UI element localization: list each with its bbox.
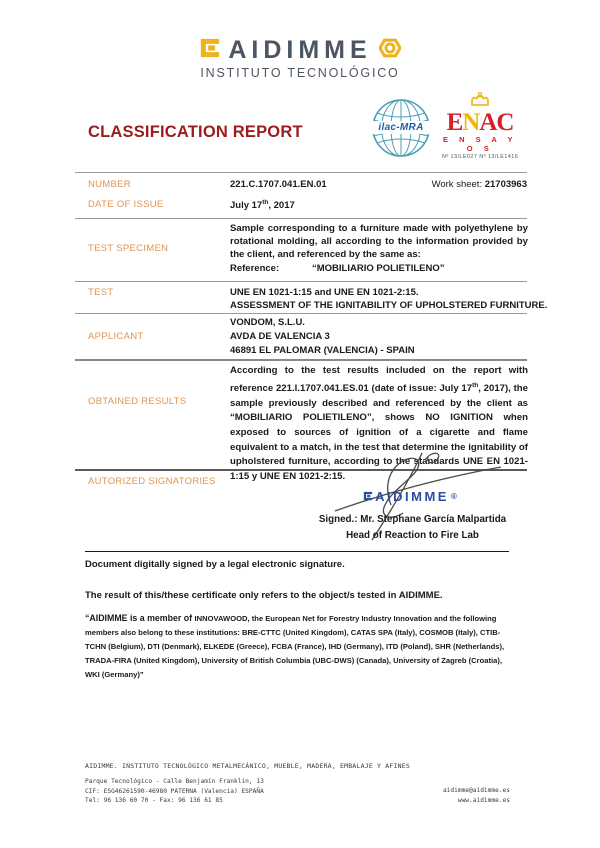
applicant-address: AVDA DE VALENCIA 3: [230, 331, 330, 342]
footer-website: www.aidimme.es: [457, 796, 510, 804]
date-of-issue-label: DATE OF ISSUE: [88, 199, 164, 210]
table-divider: [75, 218, 527, 219]
footer-address: [85, 777, 264, 806]
header-logo: [0, 36, 600, 80]
aidimme-stamp: AIDIMME ®: [330, 488, 490, 506]
table-divider: [75, 281, 527, 282]
footer-contact: [443, 786, 510, 805]
table-divider: [75, 172, 527, 173]
stamp-bracket-icon: [363, 489, 373, 504]
enac-ensayos-label: E N S A Y O S: [443, 135, 517, 153]
stamp-brand: AIDIMME: [375, 489, 449, 504]
reference-label: Reference:: [230, 263, 280, 274]
hexagon-nut-icon: [379, 37, 401, 64]
brand-name: AIDIMME: [228, 36, 372, 64]
digital-signature-note: Document digitally signed by a legal electronic signature.: [85, 559, 345, 570]
result-scope-note: The result of this/these certificate only refers to the object/s tested in AIDIMME.: [85, 590, 443, 601]
applicant-city: 46891 EL PALOMAR (VALENCIA) - SPAIN: [230, 345, 415, 356]
number-label: NUMBER: [88, 179, 131, 190]
ilac-mra-label: ilac-MRA: [370, 121, 432, 134]
reference-value: “MOBILIARIO POLIETILENO”: [312, 263, 445, 274]
date-of-issue-value: July 17th, 2017: [230, 199, 295, 212]
brand-subtitle: INSTITUTO TECNOLÓGICO: [200, 66, 400, 80]
ilac-mra-logo-icon: [370, 97, 432, 159]
membership-paragraph: “AIDIMME is a member of INNOVAWOOD, the European Net for Forestry Industry Innovation and the following members also belong to these institutions: BRE-CTTC (United Kingdom), CATAS SPA (Italy), COSMOB (Italy), CTIB-TCHN (Belgium), DTI (Denmark), ELKEDE (Greece), FCBA (France), IHD (Germany), ITD (Poland), SHR (Netherlands), TRADA-FIRA (United Kingdom), University of British Columbia (UBC-DWS) (Canada), University of Zagreb (Croatia), WKI (Germany)”: [85, 613, 505, 679]
authorized-signatories-label: AUTORIZED SIGNATORIES: [88, 476, 216, 487]
table-divider-thick: [75, 359, 527, 361]
applicant-name: VONDOM, S.L.U.: [230, 317, 305, 328]
footer-address-line2: CIF: ESG46261590-46980 PATERNA (Valencia) ESPAÑA: [85, 787, 264, 795]
enac-wordmark: ENAC: [446, 109, 514, 136]
test-assessment-line: ASSESSMENT OF THE IGNITABILITY OF UPHOLSTERED FURNITURE.: [230, 300, 548, 311]
signature-rule: [85, 551, 509, 552]
footer-organization: AIDIMME. INSTITUTO TECNOLÓGICO METALMECÁNICO, MUEBLE, MADERA, EMBALAJE Y AFINES: [85, 762, 410, 770]
test-specimen-text: Sample corresponding to a furniture made with polyethylene by rotational molding, all according to the information provided by the client, and referenced by the same as:: [230, 223, 528, 260]
obtained-results-text: According to the test results included on the report with reference 221.I.1707.041.ES.01 (date of issue: July 17th, 2017), the sample previously described and referenced by the client as “MOBILIARIO POLIETILENO”, shows NO IGNITION when exposed to sources of ignition of a cigarette and flame equivalent to a match, in the test that determine the ignitability of upholstered furniture, according to the standards UNE EN 1021-1:15 y UNE EN 1021-2:15.: [230, 365, 528, 483]
page-title: CLASSIFICATION REPORT: [88, 123, 303, 141]
signed-by-line: Signed.: Mr. Stephane García Malpartida: [318, 514, 507, 525]
enac-accreditation-numbers: Nº 13/LE027 Nº 13/LE1416: [441, 154, 519, 160]
test-label: TEST: [88, 287, 114, 298]
obtained-results-label: OBTAINED RESULTS: [88, 396, 187, 407]
number-value: 221.C.1707.041.EN.01: [230, 179, 327, 190]
applicant-label: APPLICANT: [88, 331, 144, 342]
aidimme-bracket-icon: [199, 37, 221, 64]
table-divider: [75, 313, 527, 314]
footer-email: aidimme@aidimme.es: [442, 787, 510, 794]
test-standard-line: UNE EN 1021-1:15 and UNE EN 1021-2:15.: [230, 287, 419, 298]
signer-role-line: Head of Reaction to Fire Lab: [346, 530, 479, 541]
footer-address-line3: Tel: 96 136 60 70 - Fax: 96 136 61 85: [85, 797, 223, 804]
worksheet: Work sheet: 21703963: [431, 179, 527, 190]
worksheet-value: 21703963: [484, 179, 527, 190]
enac-logo: [436, 92, 524, 160]
footer-address-line1: Parque Tecnológico - Calle Benjamín Franklin, 13: [85, 778, 264, 785]
test-specimen-label: TEST SPECIMEN: [88, 243, 169, 254]
